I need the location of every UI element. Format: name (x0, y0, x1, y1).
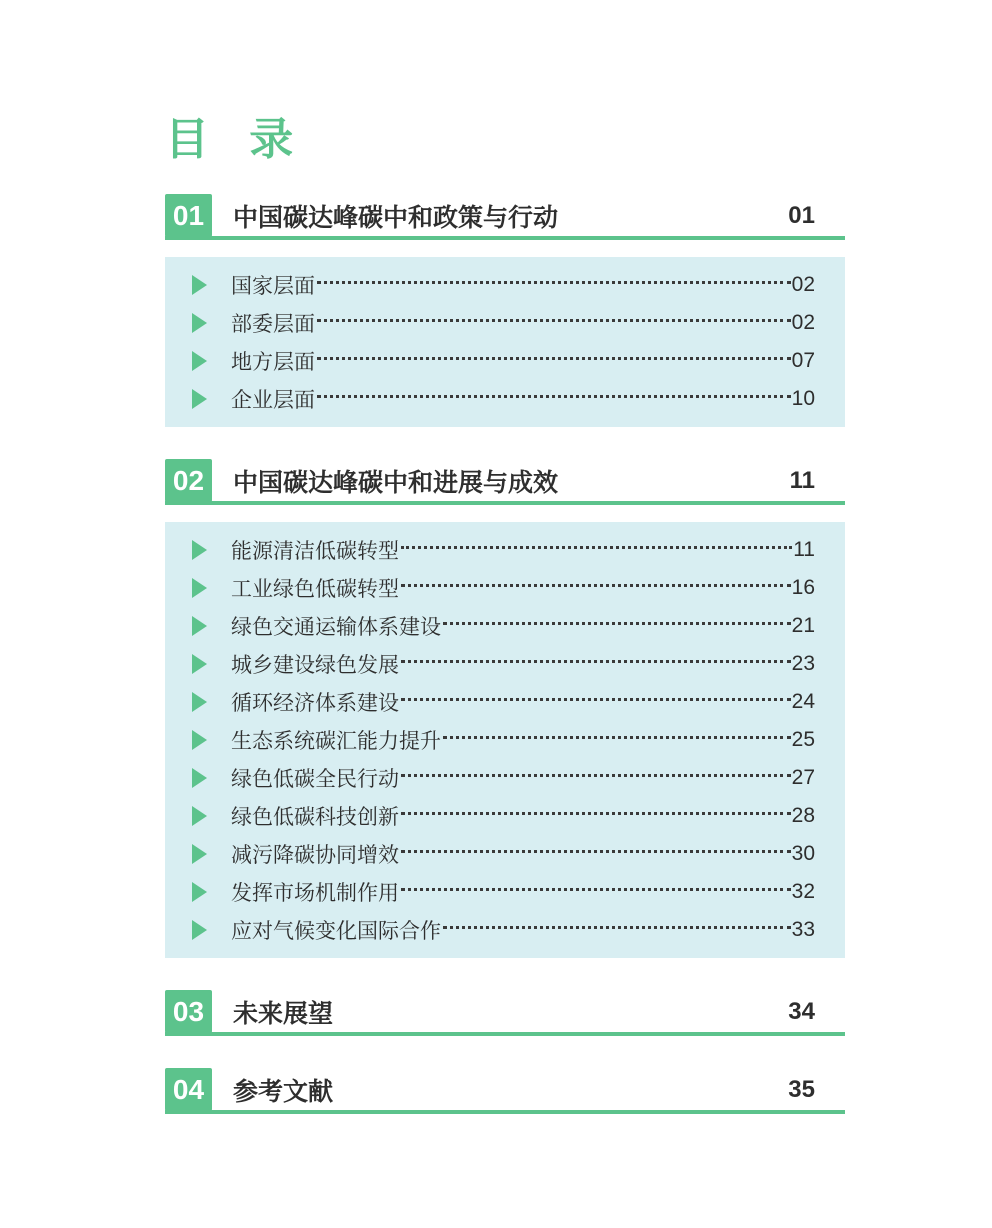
toc-item (192, 380, 815, 418)
dotted-leader (317, 395, 791, 398)
toc-item-page-number: 27 (791, 766, 815, 789)
dotted-leader (401, 698, 791, 701)
toc-section (165, 459, 845, 958)
triangle-right-icon (192, 844, 207, 864)
section-page-number: 01 (788, 201, 815, 229)
toc-item (192, 759, 815, 797)
toc-item-page-number: 02 (791, 273, 815, 296)
dotted-leader (401, 660, 791, 663)
toc-item-page-number: 16 (791, 576, 815, 599)
toc-item (192, 835, 815, 873)
triangle-right-icon (192, 768, 207, 788)
toc-item-label: 发挥市场机制作用 (231, 882, 399, 905)
dotted-leader (317, 281, 791, 284)
toc-item-page-number: 30 (791, 842, 815, 865)
toc-item-label: 循环经济体系建设 (231, 692, 399, 715)
section-header (165, 990, 845, 1033)
toc-item-page-number: 21 (791, 614, 815, 637)
toc-item-label: 企业层面 (231, 389, 315, 412)
section-number-badge: 04 (165, 1068, 212, 1111)
section-underline (165, 236, 845, 240)
toc-item-page-number: 25 (791, 728, 815, 751)
toc-item-page-number: 23 (791, 652, 815, 675)
triangle-right-icon (192, 616, 207, 636)
toc-item-page-number: 33 (791, 918, 815, 941)
toc-item-label: 地方层面 (231, 351, 315, 374)
toc-item-page-number: 02 (791, 311, 815, 334)
dotted-leader (317, 319, 791, 322)
section-page-number: 34 (788, 997, 815, 1025)
triangle-right-icon (192, 389, 207, 409)
dotted-leader (401, 774, 791, 777)
toc-item-list (165, 522, 845, 958)
dotted-leader (401, 812, 791, 815)
toc-item (192, 569, 815, 607)
toc-section (165, 990, 845, 1036)
triangle-right-icon (192, 351, 207, 371)
section-number-badge: 02 (165, 459, 212, 502)
section-header (165, 1068, 845, 1111)
toc-item-page-number: 10 (791, 387, 815, 410)
toc-item-page-number: 07 (791, 349, 815, 372)
section-page-number: 35 (788, 1075, 815, 1103)
toc-item (192, 721, 815, 759)
toc-item (192, 531, 815, 569)
section-title: 中国碳达峰碳中和进展与成效 (233, 468, 559, 497)
section-underline (165, 501, 845, 505)
triangle-right-icon (192, 654, 207, 674)
toc-item-label: 绿色低碳科技创新 (231, 806, 399, 829)
toc-item-page-number: 32 (791, 880, 815, 903)
section-header (165, 459, 845, 502)
section-underline (165, 1032, 845, 1036)
section-number-badge: 01 (165, 194, 212, 237)
section-underline (165, 1110, 845, 1114)
triangle-right-icon (192, 540, 207, 560)
dotted-leader (443, 622, 791, 625)
triangle-right-icon (192, 692, 207, 712)
toc-item-page-number: 24 (791, 690, 815, 713)
section-title: 中国碳达峰碳中和政策与行动 (233, 203, 559, 232)
triangle-right-icon (192, 730, 207, 750)
toc-item-label: 能源清洁低碳转型 (231, 540, 399, 563)
toc-item-label: 绿色低碳全民行动 (231, 768, 399, 791)
toc-item-label: 城乡建设绿色发展 (231, 654, 399, 677)
toc-section (165, 194, 845, 427)
dotted-leader (401, 888, 791, 891)
toc-section (165, 1068, 845, 1114)
dotted-leader (401, 546, 792, 549)
toc-item (192, 342, 815, 380)
toc-page (165, 0, 845, 1114)
section-title: 未来展望 (233, 999, 334, 1028)
page-title: 目 录 (165, 115, 308, 164)
toc-item (192, 873, 815, 911)
section-title: 参考文献 (233, 1077, 334, 1106)
dotted-leader (401, 850, 791, 853)
toc-item (192, 911, 815, 949)
section-header (165, 194, 845, 237)
triangle-right-icon (192, 275, 207, 295)
toc-item-page-number: 11 (793, 538, 815, 561)
triangle-right-icon (192, 313, 207, 333)
toc-sections-container (165, 194, 845, 1114)
toc-item-label: 工业绿色低碳转型 (231, 578, 399, 601)
toc-item (192, 266, 815, 304)
toc-item-page-number: 28 (791, 804, 815, 827)
triangle-right-icon (192, 806, 207, 826)
toc-item (192, 304, 815, 342)
section-number-badge: 03 (165, 990, 212, 1033)
toc-item-label: 应对气候变化国际合作 (231, 920, 441, 943)
toc-item-label: 生态系统碳汇能力提升 (231, 730, 441, 753)
toc-item-label: 绿色交通运输体系建设 (231, 616, 441, 639)
section-page-number: 11 (789, 466, 815, 494)
toc-item (192, 683, 815, 721)
toc-item (192, 797, 815, 835)
dotted-leader (443, 736, 791, 739)
toc-item-label: 部委层面 (231, 313, 315, 336)
dotted-leader (401, 584, 791, 587)
triangle-right-icon (192, 578, 207, 598)
toc-item-label: 国家层面 (231, 275, 315, 298)
triangle-right-icon (192, 920, 207, 940)
toc-item-list (165, 257, 845, 427)
dotted-leader (317, 357, 791, 360)
toc-item-label: 减污降碳协同增效 (231, 844, 399, 867)
dotted-leader (443, 926, 791, 929)
toc-item (192, 607, 815, 645)
triangle-right-icon (192, 882, 207, 902)
toc-item (192, 645, 815, 683)
